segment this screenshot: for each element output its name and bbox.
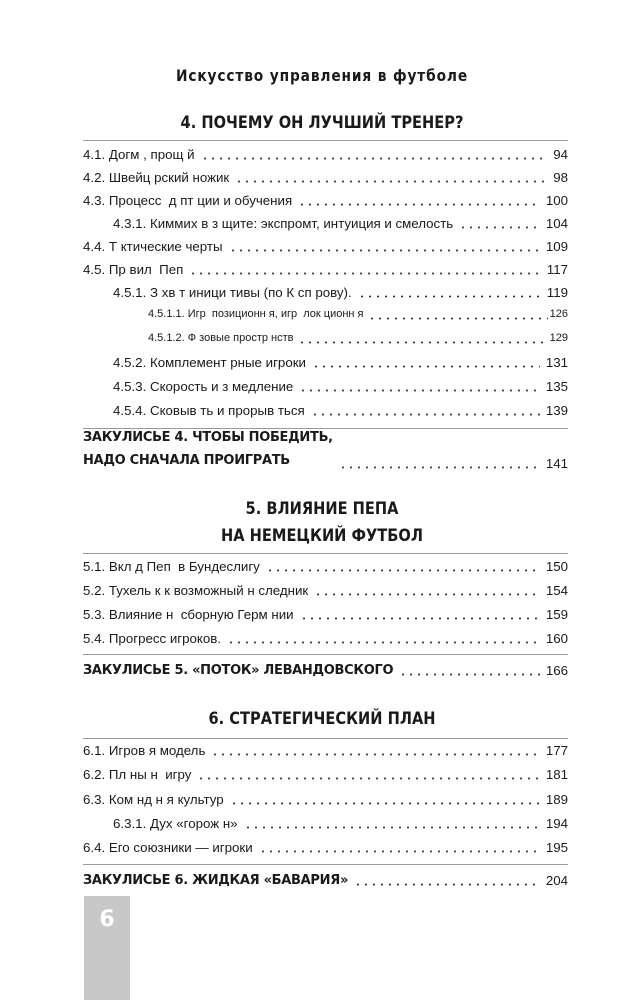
- toc-entry-page: 150: [545, 559, 568, 574]
- dot-leader: [197, 777, 539, 780]
- chapter-title-line: 4. ПОЧЕМУ ОН ЛУЧШИЙ ТРЕНЕР?: [180, 113, 464, 133]
- backstage-line-2: НАДО СНАЧАЛА ПРОИГРАТЬ: [83, 453, 290, 468]
- toc-entry-label: 4.4. Т ктические черты: [83, 239, 223, 254]
- toc-entry-5-2[interactable]: [83, 576, 568, 599]
- chapter-4-title: [45, 110, 599, 137]
- dot-leader: [314, 593, 540, 596]
- dot-leader: [229, 249, 540, 252]
- dot-leader: [259, 850, 540, 853]
- toc-entry-page: 129: [549, 332, 568, 344]
- toc-entry-page: 141: [545, 456, 568, 471]
- page-number: 6: [99, 907, 115, 932]
- dot-leader: [227, 641, 540, 644]
- toc-entry-4-5[interactable]: [83, 255, 568, 278]
- toc-entry-label: [83, 426, 333, 472]
- toc-entry-page: 131: [545, 355, 568, 370]
- toc-entry-backstage-5[interactable]: [83, 656, 568, 679]
- dot-leader: [230, 802, 540, 805]
- toc-entry-label: 5.1. Вкл д Пеп в Бундеслигу: [83, 559, 260, 574]
- toc-entry-label: 4.3.1. Киммих в з щите: экспромт, интуиция и смелость: [113, 216, 454, 231]
- toc-entry-page: 181: [545, 767, 568, 782]
- toc-entry-page: 154: [545, 583, 568, 598]
- toc-entry-page: 204: [545, 873, 568, 888]
- toc-entry-label: 4.5.2. Комплемент рные игроки: [113, 355, 306, 370]
- toc-entry-page: 139: [545, 403, 568, 418]
- dot-leader: [354, 883, 540, 886]
- dot-leader: [298, 203, 540, 206]
- toc-entry-4-5-1-2[interactable]: [148, 324, 568, 347]
- toc-entry-4-5-4[interactable]: [113, 396, 568, 419]
- chapter-title-line: 6. СТРАТЕГИЧЕСКИЙ ПЛАН: [208, 709, 436, 729]
- toc-entry-page: 159: [545, 607, 568, 622]
- page-number-tab: [84, 896, 130, 1000]
- toc-entry-label: 4.5.1.1. Игр позиционн я, игр лок ционн я: [148, 308, 364, 320]
- toc-entry-5-4[interactable]: [83, 624, 568, 647]
- toc-entry-backstage-4[interactable]: [83, 426, 568, 472]
- dot-leader: [244, 826, 540, 829]
- divider: [83, 654, 568, 655]
- toc-entry-page: 166: [545, 663, 568, 678]
- toc-entry-label: 6.1. Игров я модель: [83, 743, 206, 758]
- toc-entry-6-3-1[interactable]: [113, 809, 568, 832]
- toc-entry-page: 135: [545, 379, 568, 394]
- toc-entry-label: 6.3. Ком нд н я культур: [83, 792, 224, 807]
- toc-entry-4-4[interactable]: [83, 232, 568, 255]
- toc-entry-page: 104: [545, 216, 568, 231]
- dot-leader: [312, 365, 540, 368]
- toc-entry-6-4[interactable]: [83, 833, 568, 856]
- toc-entry-label: 6.4. Его союзники — игроки: [83, 840, 253, 855]
- toc-entry-page: 194: [545, 816, 568, 831]
- dot-leader: [211, 753, 539, 756]
- toc-entry-label: 5.3. Влияние н сборную Герм нии: [83, 607, 294, 622]
- toc-entry-label: 4.5.1.2. Ф зовые простр нств: [148, 332, 294, 344]
- toc-entry-label: 4.5.3. Скорость и з медление: [113, 379, 294, 394]
- toc-entry-page: 119: [546, 285, 568, 300]
- chapter-title-line: 5. ВЛИЯНИЕ ПЕПА: [245, 499, 399, 519]
- chapter-5-title: [45, 496, 599, 550]
- toc-entry-page: 94: [553, 147, 568, 162]
- backstage-line-1: ЗАКУЛИСЬЕ 4. ЧТОБЫ ПОБЕДИТЬ,: [83, 430, 333, 445]
- toc-entry-label: 4.2. Швейц рский ножик: [83, 170, 230, 185]
- dot-leader: [358, 295, 541, 298]
- dot-leader: [299, 389, 539, 392]
- toc-entry-page: 160: [545, 631, 568, 646]
- running-head: Искусство управления в футболе: [175, 66, 469, 85]
- dot-leader: [201, 157, 548, 160]
- toc-entry-4-3[interactable]: [83, 186, 568, 209]
- toc-entry-5-3[interactable]: [83, 600, 568, 623]
- dot-leader: [235, 180, 547, 183]
- chapter-6-title: [45, 706, 599, 733]
- dot-leader: [300, 617, 540, 620]
- toc-entry-page: 195: [545, 840, 568, 855]
- toc-entry-6-1[interactable]: [83, 736, 568, 759]
- toc-entry-label: 4.5.1. З хв т иници тивы (по К сп рову).: [113, 285, 352, 300]
- toc-entry-4-3-1[interactable]: [113, 209, 568, 232]
- dot-leader: [459, 226, 540, 229]
- toc-entry-4-5-1[interactable]: [113, 278, 568, 301]
- chapter-title-line: НА НЕМЕЦКИЙ ФУТБОЛ: [221, 526, 423, 546]
- toc-entry-4-2[interactable]: [83, 163, 568, 186]
- toc-entry-page: 98: [553, 170, 568, 185]
- dot-leader: [266, 569, 540, 572]
- dot-leader: [368, 317, 548, 320]
- toc-entry-label: 4.3. Процесс д пт ции и обучения: [83, 193, 293, 208]
- toc-entry-page: 100: [545, 193, 568, 208]
- toc-entry-6-3[interactable]: [83, 785, 568, 808]
- toc-entry-page: 126: [549, 308, 568, 320]
- toc-entry-4-5-1-1[interactable]: [148, 300, 568, 323]
- dot-leader: [311, 413, 540, 416]
- divider: [83, 864, 568, 865]
- toc-entry-label: ЗАКУЛИСЬЕ 6. ЖИДКАЯ «БАВАРИЯ»: [83, 873, 349, 888]
- toc-entry-label: 6.3.1. Дух «горож н»: [113, 816, 238, 831]
- toc-entry-backstage-6[interactable]: [83, 866, 568, 889]
- dot-leader: [339, 466, 540, 469]
- toc-entry-5-1[interactable]: [83, 552, 568, 575]
- toc-entry-4-5-3[interactable]: [113, 372, 568, 395]
- toc-entry-label: 6.2. Пл ны н игру: [83, 767, 192, 782]
- toc-entry-label: 5.4. Прогресс игроков.: [83, 631, 222, 646]
- toc-entry-6-2[interactable]: [83, 760, 568, 783]
- toc-entry-page: 109: [545, 239, 568, 254]
- toc-entry-label: 4.1. Догм , прощ й: [83, 147, 195, 162]
- toc-entry-label: 4.5. Пр вил Пеп: [83, 262, 184, 277]
- toc-entry-4-1[interactable]: [83, 140, 568, 163]
- toc-entry-label: 4.5.4. Сковыв ть и прорыв ться: [113, 403, 305, 418]
- toc-entry-label: 5.2. Тухель к к возможный н следник: [83, 583, 309, 598]
- toc-entry-page: 189: [545, 792, 568, 807]
- dot-leader: [298, 341, 548, 344]
- toc-entry-label: ЗАКУЛИСЬЕ 5. «ПОТОК» ЛЕВАНДОВСКОГО: [83, 663, 394, 678]
- toc-entry-4-5-2[interactable]: [113, 348, 568, 371]
- dot-leader: [189, 272, 540, 275]
- toc-entry-page: 177: [545, 743, 568, 758]
- toc-entry-page: 117: [546, 262, 568, 277]
- dot-leader: [399, 673, 540, 676]
